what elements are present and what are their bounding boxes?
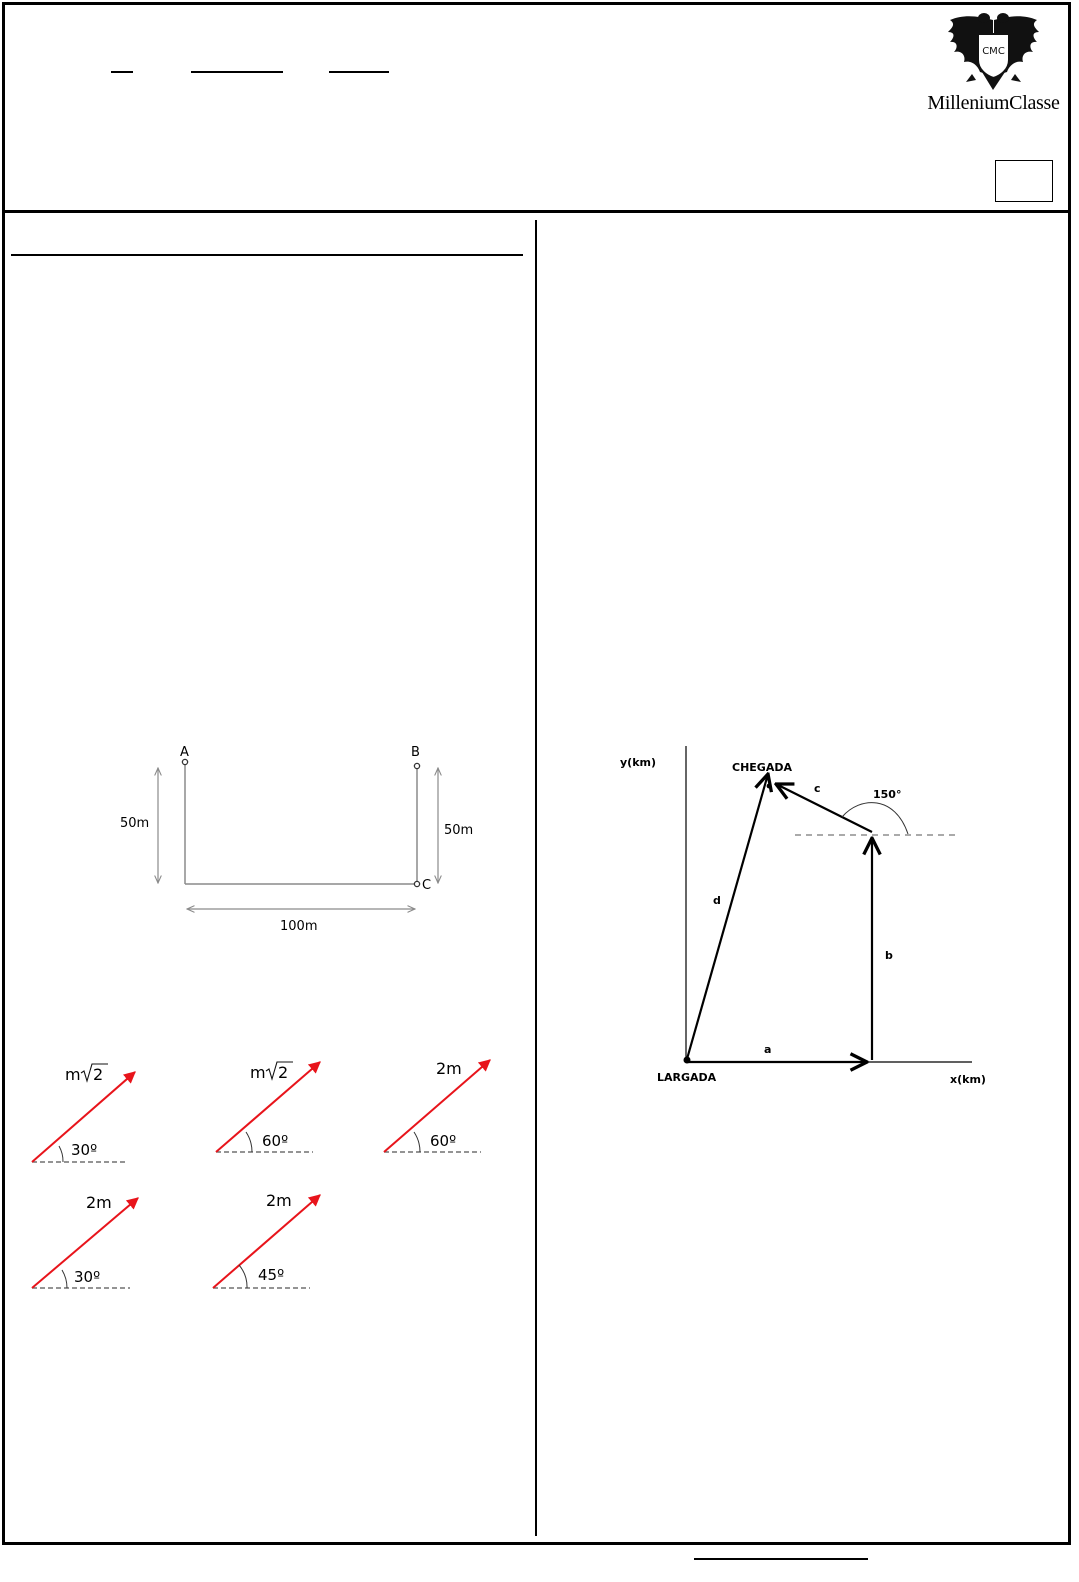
finish-label: CHEGADA (732, 761, 792, 774)
logo-brand-text: MilleniumClasse (927, 92, 1060, 114)
start-point (684, 1057, 691, 1064)
logo-monogram: CMC (982, 46, 1005, 57)
column-divider (535, 220, 537, 1536)
vector-option-3 (384, 1059, 490, 1152)
section-rule (11, 254, 523, 256)
header-blank-3 (329, 71, 389, 73)
path-lines (185, 762, 417, 884)
start-label: LARGADA (657, 1071, 717, 1084)
eagle-crest-icon (926, 10, 1061, 92)
header-blank-2 (191, 71, 283, 73)
vector-option-4-magnitude: 2m (86, 1193, 112, 1212)
vector-option-3-angle: 60º (430, 1132, 457, 1150)
vector-option-5 (213, 1191, 320, 1288)
point-a-label: A (180, 745, 189, 760)
vector-option-1-magnitude-prefix: m (65, 1065, 81, 1084)
vector-option-2-magnitude-prefix: m (250, 1063, 266, 1082)
vector-c (776, 784, 872, 832)
vector-d (687, 774, 768, 1059)
point-b-label: B (411, 745, 420, 760)
vector-c-label: c (814, 782, 821, 795)
path-diagram (110, 738, 474, 943)
grade-box[interactable] (995, 160, 1053, 202)
race-vector-diagram (610, 740, 1000, 1100)
vector-option-4 (32, 1193, 138, 1288)
height-left-label: 50m (120, 816, 150, 831)
point-b-marker (414, 763, 419, 768)
height-right-label: 50m (444, 823, 474, 838)
vector-option-1-magnitude-radical: 2 (93, 1065, 104, 1084)
vector-option-2-angle: 60º (262, 1132, 289, 1150)
point-a-marker (182, 759, 187, 764)
width-label: 100m (280, 919, 318, 934)
header-separator (2, 210, 1071, 213)
vector-a-label: a (764, 1043, 772, 1056)
point-c-marker (414, 881, 419, 886)
vector-options-diagram (20, 1040, 510, 1310)
vector-option-2 (216, 1062, 320, 1152)
vector-option-1-angle: 30º (71, 1141, 98, 1159)
vector-option-3-magnitude: 2m (436, 1059, 462, 1078)
header-blank-1 (111, 71, 133, 73)
vector-option-1 (32, 1064, 135, 1162)
vector-b-label: b (885, 949, 893, 962)
angle-arc (842, 803, 908, 834)
logo (926, 10, 1061, 120)
vector-d-label: d (713, 894, 721, 907)
x-axis-label: x(km) (950, 1073, 986, 1086)
vector-option-4-angle: 30º (74, 1268, 101, 1286)
vector-option-5-angle: 45º (258, 1266, 285, 1284)
angle-label: 150° (873, 788, 902, 801)
finish-point (767, 784, 772, 789)
vector-option-2-magnitude-radical: 2 (278, 1063, 289, 1082)
point-c-label: C (422, 878, 432, 893)
y-axis-label: y(km) (620, 756, 657, 769)
vector-option-5-magnitude: 2m (266, 1191, 292, 1210)
footer-signature-line (694, 1558, 868, 1560)
